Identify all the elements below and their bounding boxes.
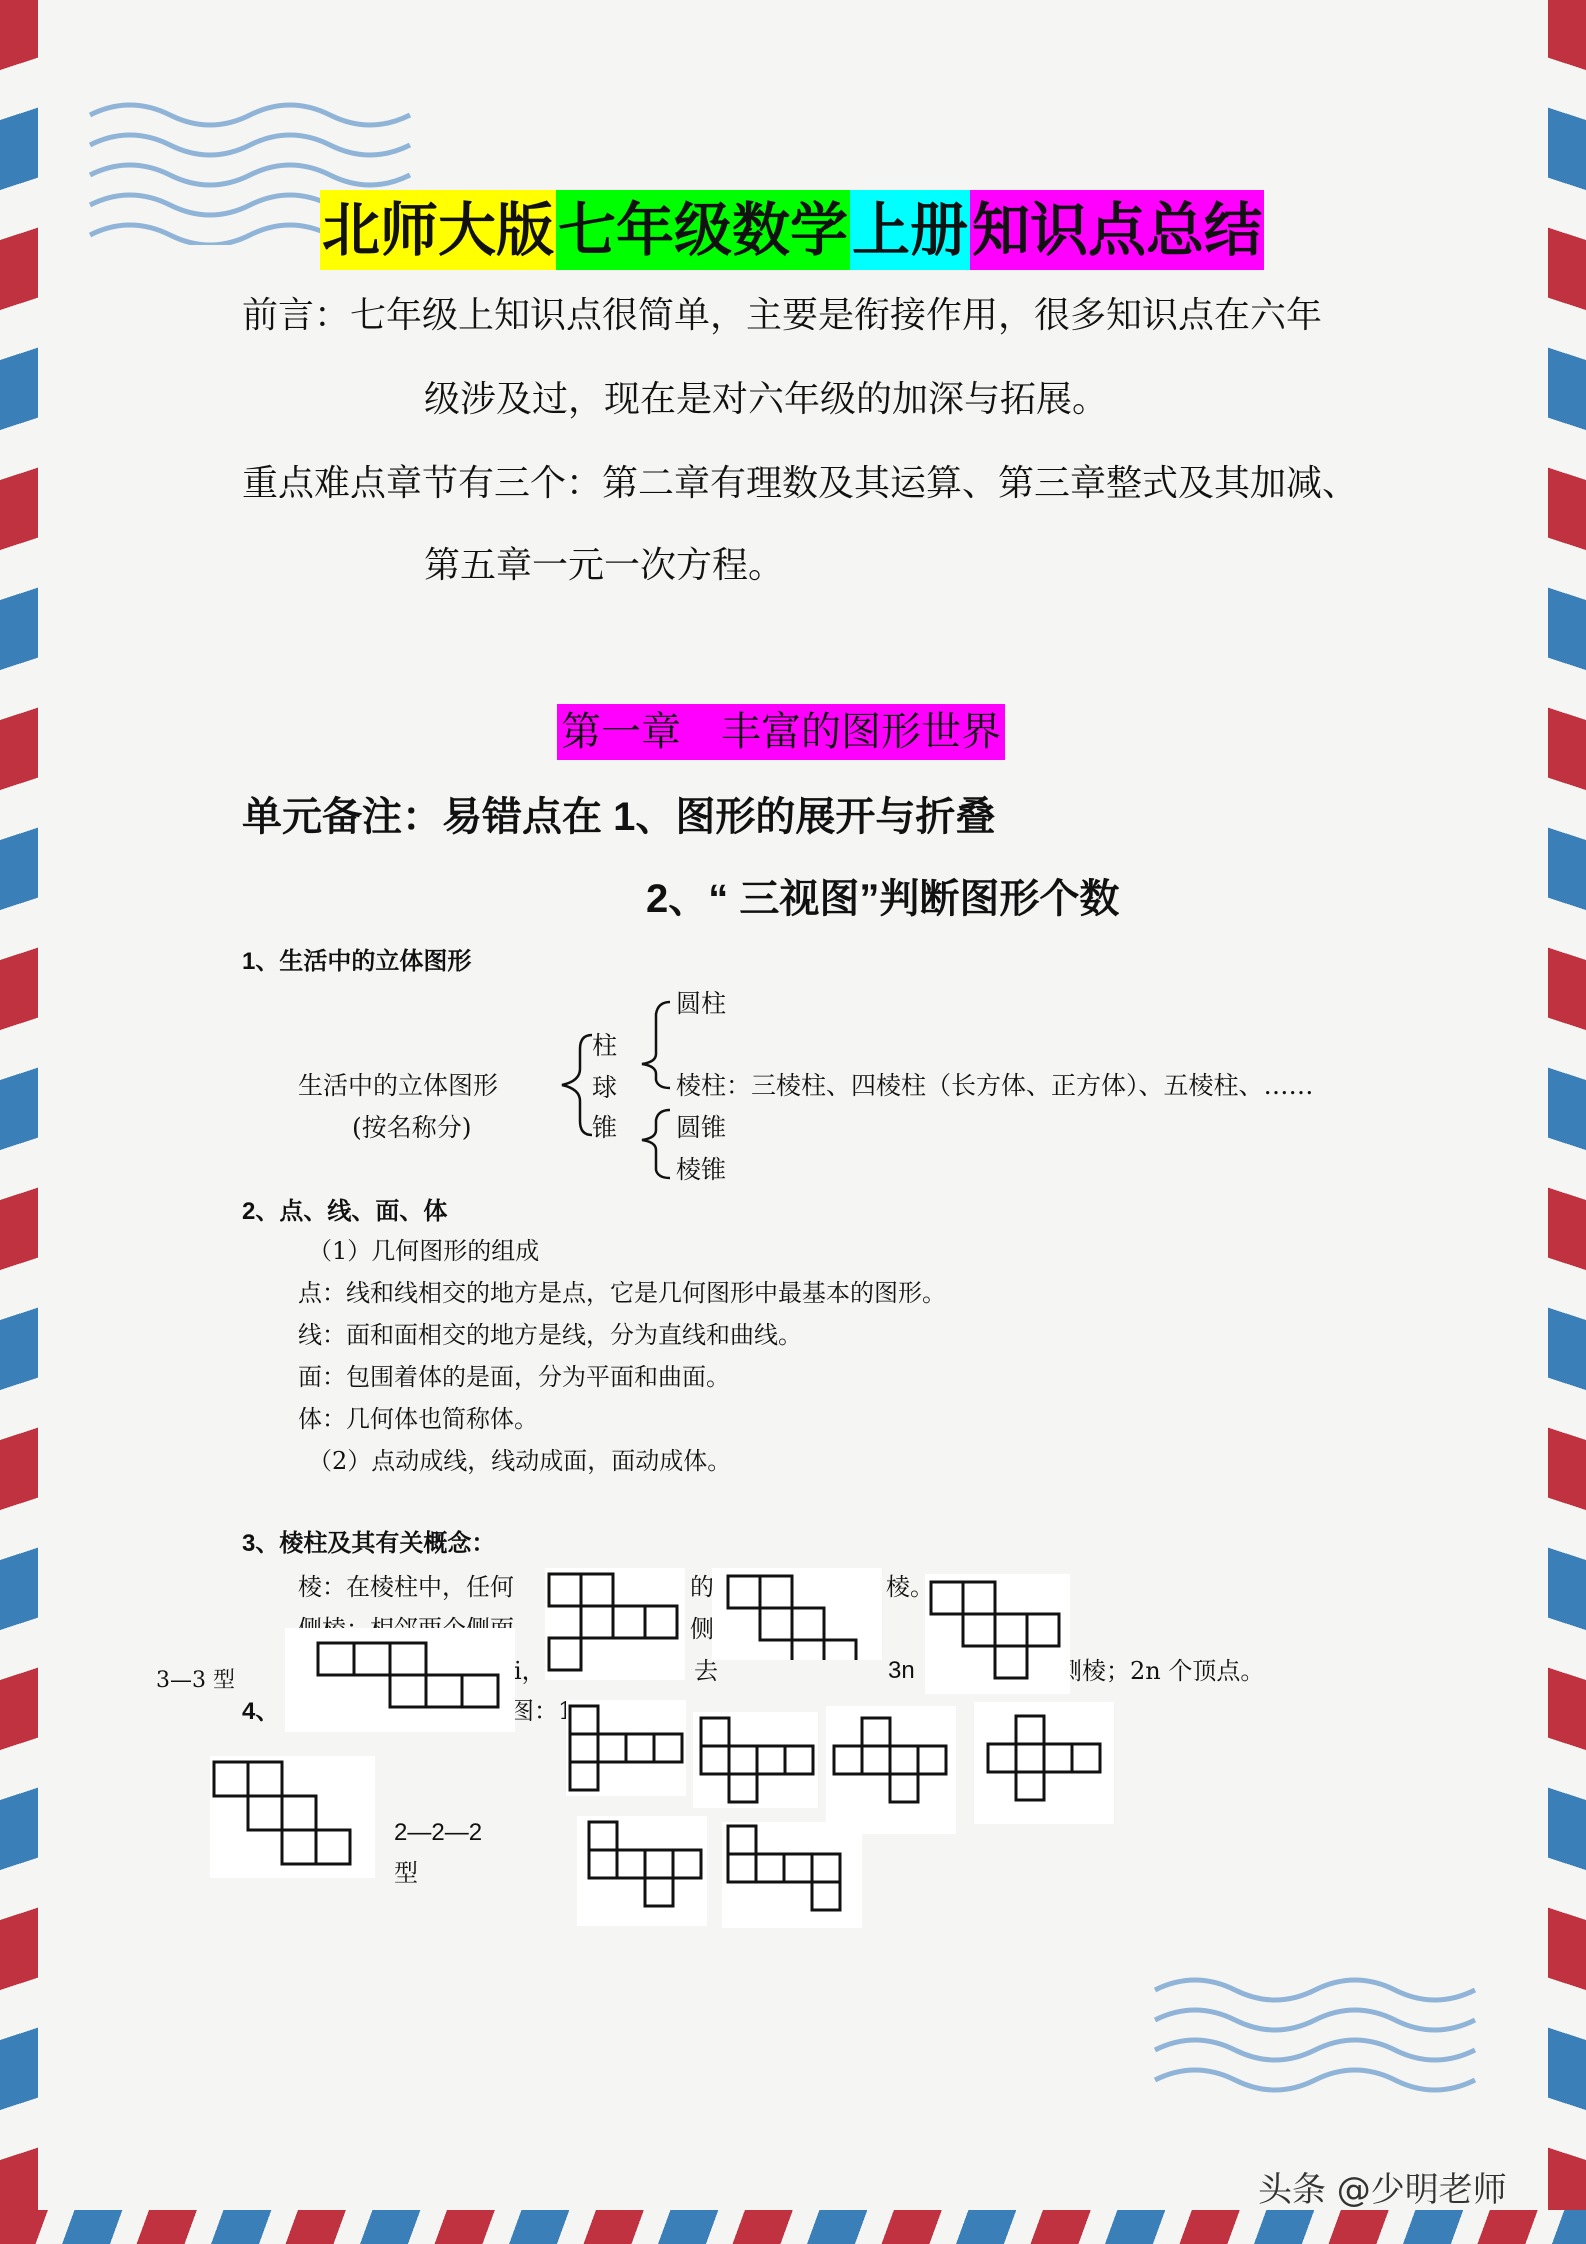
cube-net-diagram — [974, 1702, 1114, 1824]
cube-net-diagram — [826, 1706, 956, 1834]
section-heading: 3、棱柱及其有关概念： — [242, 1530, 496, 1557]
cube-net-diagram — [566, 1700, 686, 1796]
net-type-label: 3—3 型 — [156, 1668, 235, 1693]
airmail-border-left — [0, 0, 38, 2244]
preface-line: 前言：七年级上知识点很简单，主要是衔接作用，很多知识点在六年 — [242, 295, 1323, 336]
title-part: 上册 — [850, 190, 970, 270]
airmail-border-bottom — [0, 2210, 1586, 2244]
body-line: （2）点动成线，线动成面，面动成体。 — [308, 1447, 732, 1475]
title-part: 七年级数学 — [556, 190, 850, 270]
unit-note: 单元备注：易错点在 1、图形的展开与折叠 — [242, 795, 996, 839]
body-line: （1）几何图形的组成 — [308, 1237, 540, 1265]
postmark-wave-icon — [1150, 1970, 1480, 2100]
body-line-fragment: 侧棱：相邻两个侧面 — [298, 1615, 514, 1643]
cube-net-diagram — [712, 1568, 882, 1660]
preface-line: 第五章一元一次方程。 — [424, 545, 785, 586]
body-line-fragment: 棱。 — [886, 1573, 934, 1601]
tree-leaf: 棱锥 — [676, 1155, 727, 1184]
cube-net-diagram — [693, 1712, 818, 1808]
body-line-fragment: 的 — [690, 1573, 714, 1601]
unit-note: 2、“ 三视图”判断图形个数 — [646, 877, 1120, 921]
body-line-fragment: 棱：在棱柱中，任何 — [298, 1573, 514, 1601]
tree-category: 柱 — [592, 1031, 618, 1060]
cube-net-diagram — [577, 1816, 707, 1926]
airmail-border-right — [1548, 0, 1586, 2244]
body-line: 体：几何体也简称体。 — [298, 1405, 538, 1433]
body-line-fragment: 3n — [888, 1657, 915, 1684]
body-line: 点：线和线相交的地方是点，它是几何图形中最基本的图形。 — [298, 1279, 946, 1307]
body-line-fragment: 侧 — [690, 1615, 714, 1643]
cube-net-diagram — [925, 1574, 1070, 1694]
tree-category: 锥 — [592, 1113, 618, 1142]
cube-net-diagram — [210, 1756, 375, 1878]
body-line-fragment: 侧棱；2n 个顶点。 — [1058, 1657, 1265, 1685]
body-line-fragment: 去 — [694, 1657, 718, 1685]
tree-leaf: 圆锥 — [676, 1113, 727, 1142]
watermark: 头条 @少明老师 — [1258, 2170, 1507, 2210]
tree-root-sub: (按名称分) — [352, 1113, 472, 1142]
preface-line: 级涉及过，现在是对六年级的加深与拓展。 — [424, 379, 1109, 420]
section-heading: 1、生活中的立体图形 — [242, 948, 472, 975]
body-line: 面：包围着体的是面，分为平面和曲面。 — [298, 1363, 730, 1391]
body-line-fragment: i， — [514, 1657, 546, 1685]
tree-root: 生活中的立体图形 — [298, 1071, 499, 1100]
body-line: 线：面和面相交的地方是线，分为直线和曲线。 — [298, 1321, 802, 1349]
title-part: 知识点总结 — [970, 190, 1264, 270]
section-heading: 2、点、线、面、体 — [242, 1198, 448, 1225]
cube-net-diagram — [545, 1568, 685, 1680]
section-heading: 4、 — [242, 1698, 280, 1725]
tree-leaf: 圆柱 — [676, 989, 727, 1018]
tree-category: 球 — [592, 1073, 618, 1102]
chapter-title: 第一章 丰富的图形世界 — [557, 704, 1005, 760]
cube-net-diagram — [285, 1628, 515, 1732]
preface-line: 重点难点章节有三个：第二章有理数及其运算、第三章整式及其加减、 — [242, 463, 1359, 504]
page-title — [320, 190, 1264, 270]
net-type-label: 2—2—2 — [394, 1819, 483, 1846]
body-line-fragment: 图：1 — [510, 1697, 574, 1725]
net-type-label: 型 — [394, 1859, 418, 1887]
cube-net-diagram — [722, 1822, 862, 1928]
tree-brackets — [520, 990, 680, 1190]
tree-leaf: 棱柱：三棱柱、四棱柱（长方体、正方体）、五棱柱、…… — [676, 1071, 1314, 1100]
title-part: 北师大版 — [320, 190, 556, 270]
